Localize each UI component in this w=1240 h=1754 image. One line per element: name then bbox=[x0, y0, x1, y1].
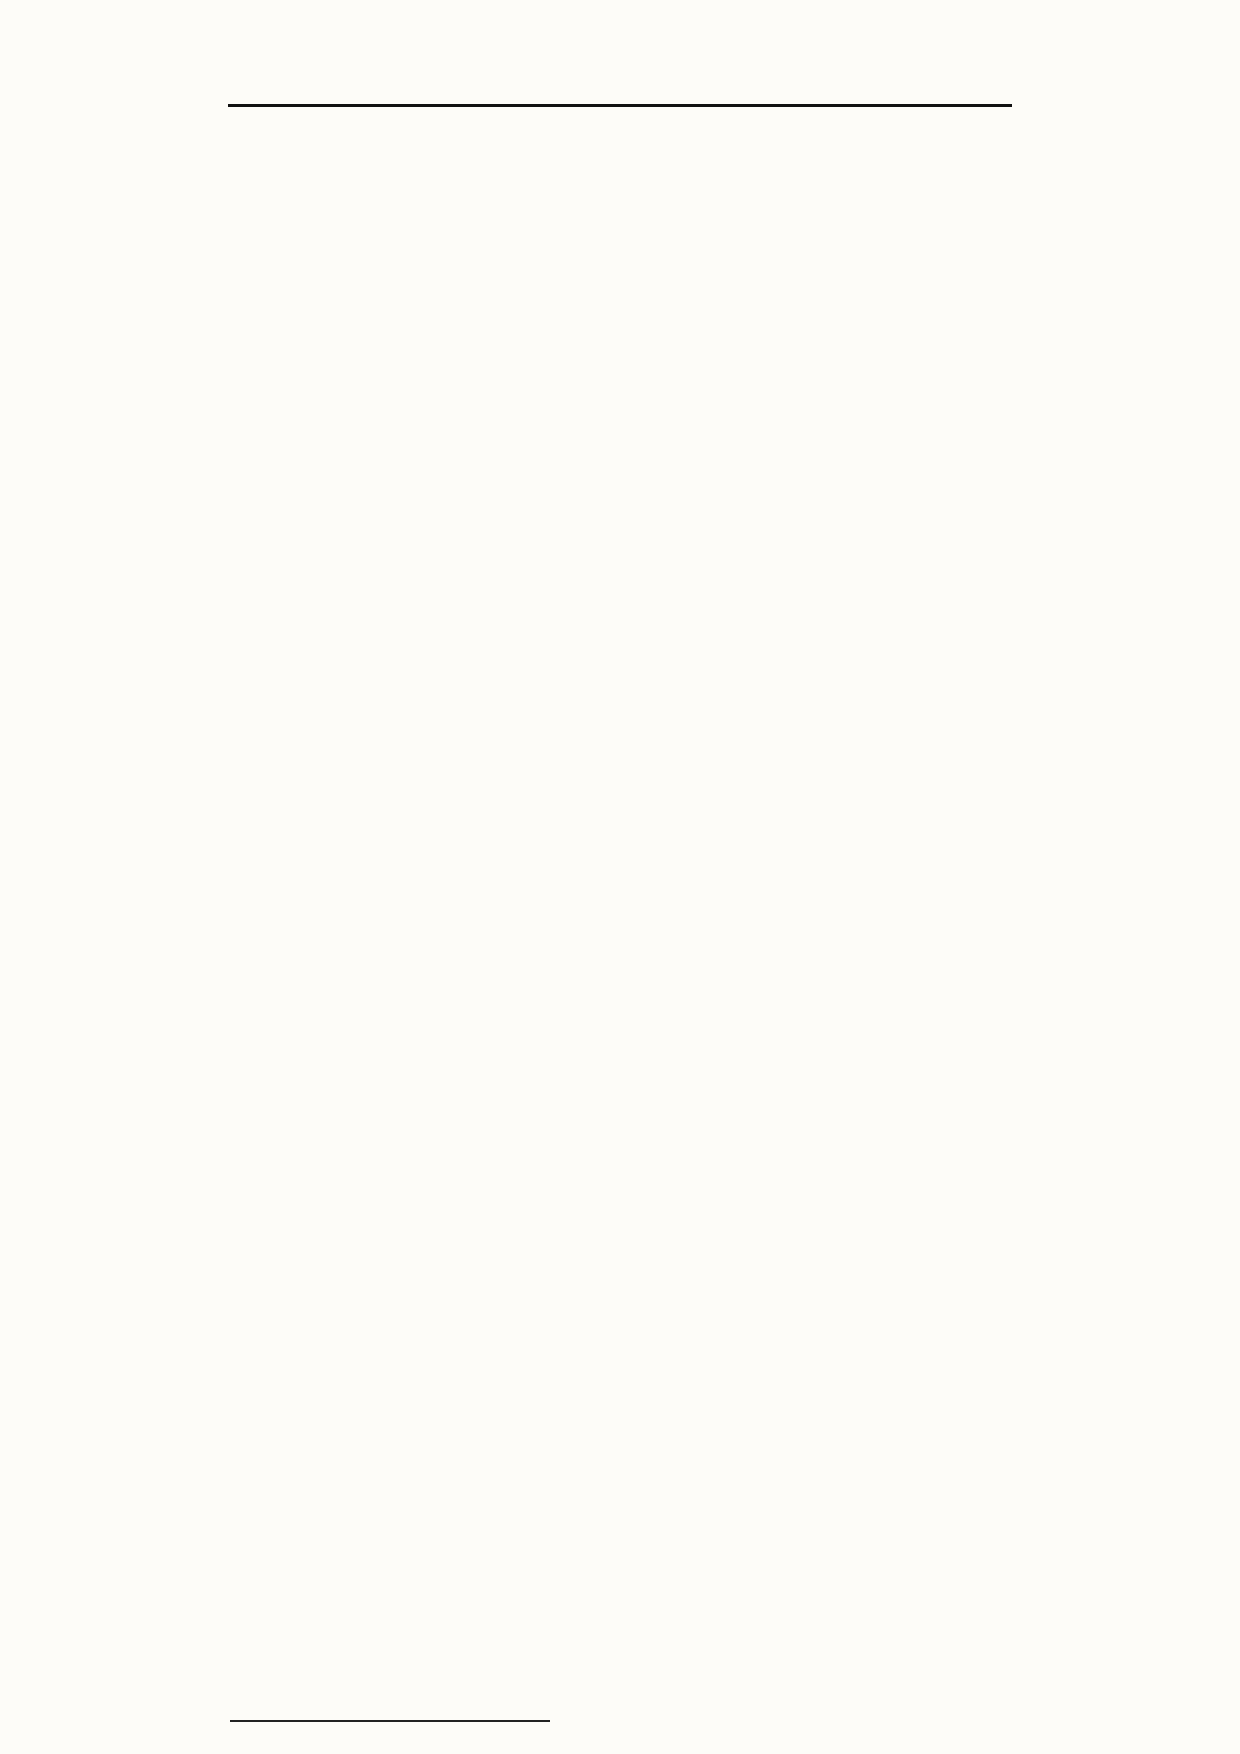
body-paragraph-2 bbox=[205, 944, 1035, 1314]
body-paragraph-1 bbox=[205, 154, 1035, 872]
issue-heading bbox=[205, 872, 1035, 920]
page-header bbox=[228, 40, 1012, 107]
body-paragraph-3 bbox=[205, 1334, 1035, 1706]
footnote-separator bbox=[230, 1720, 550, 1722]
